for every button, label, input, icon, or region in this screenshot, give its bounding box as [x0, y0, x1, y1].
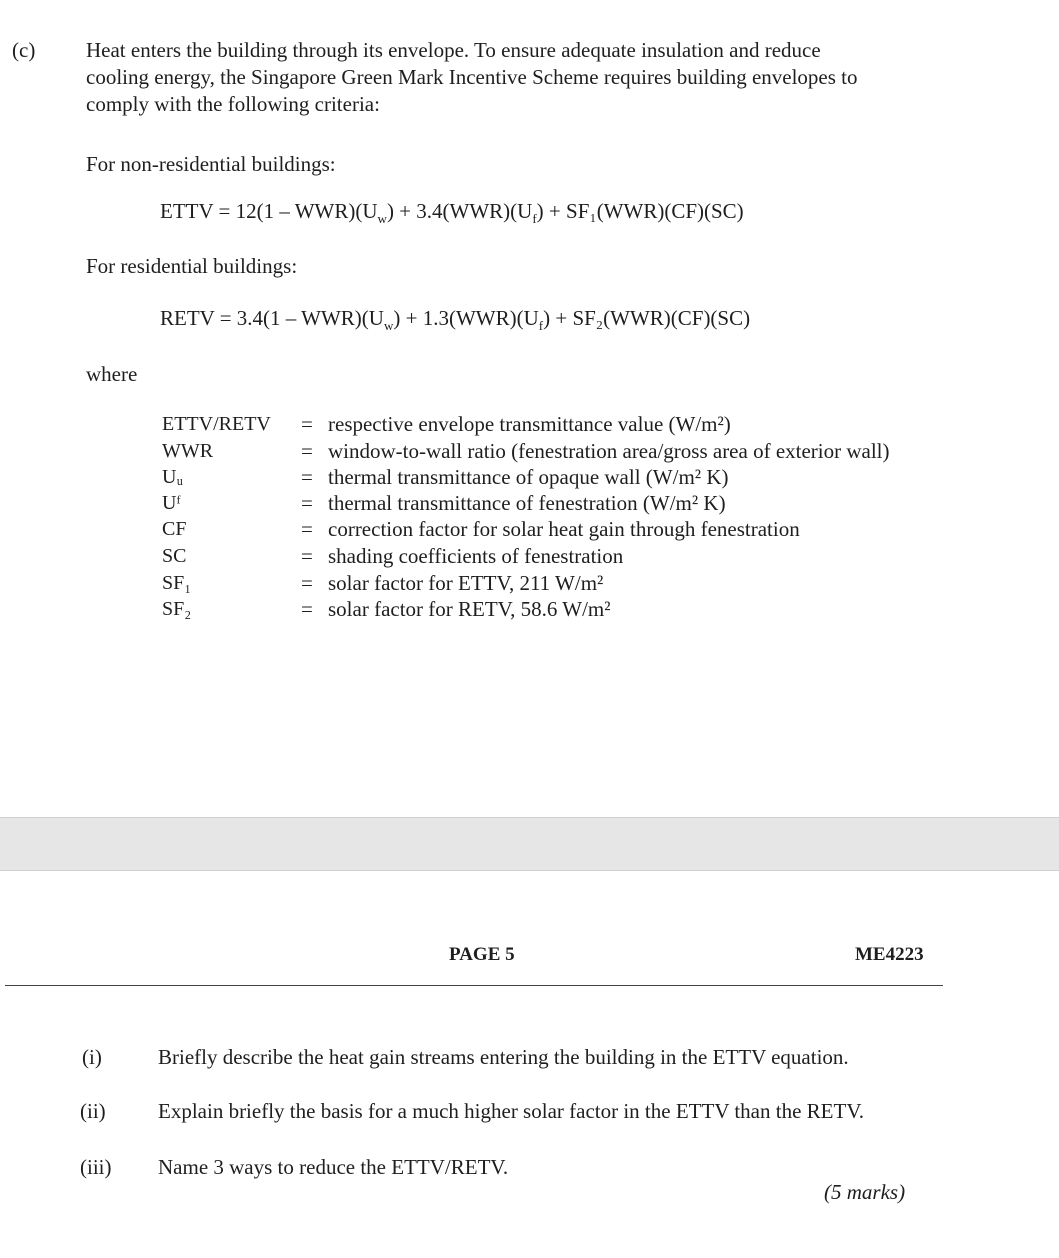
- def-equals: =: [301, 439, 313, 463]
- question-text: Name 3 ways to reduce the ETTV/RETV.: [158, 1155, 509, 1179]
- retv-equation: RETV = $3.4(1 - WWR)(U_w) + 1.3(WWR)(U_f) + SF_2(WWR)(CF)(SC)$: [160, 306, 751, 334]
- def-text: correction factor for solar heat gain through fenestration: [328, 517, 800, 541]
- def-term: ETTV/RETV: [162, 413, 271, 435]
- where-label: where: [86, 362, 138, 386]
- def-equals: =: [301, 465, 313, 489]
- def-equals: =: [301, 544, 313, 568]
- def-term: SF₁: [162, 572, 192, 594]
- intro-line-3: comply with the following criteria:: [86, 92, 380, 116]
- page-number: PAGE 5: [449, 944, 515, 965]
- question-label: (i): [82, 1045, 102, 1069]
- def-text: window-to-wall ratio (fenestration area/gross area of exterior wall): [328, 439, 890, 463]
- def-term: SC: [162, 545, 187, 567]
- question-label: (iii): [80, 1155, 112, 1179]
- def-term: Uᶠ: [162, 492, 181, 514]
- def-text: solar factor for RETV, 58.6 W/m²: [328, 597, 611, 621]
- def-text: respective envelope transmittance value (W/m²): [328, 412, 731, 436]
- def-equals: =: [301, 597, 313, 621]
- def-equals: =: [301, 491, 313, 515]
- def-text: thermal transmittance of opaque wall (W/m² K): [328, 465, 729, 489]
- def-text: solar factor for ETTV, 211 W/m²: [328, 571, 604, 595]
- def-equals: =: [301, 571, 313, 595]
- def-term: CF: [162, 518, 187, 540]
- def-term: Uᵤ: [162, 466, 183, 488]
- def-term: SF₂: [162, 598, 192, 620]
- course-code: ME4223: [855, 944, 924, 965]
- def-text: thermal transmittance of fenestration (W/m² K): [328, 491, 726, 515]
- question-text: Explain briefly the basis for a much higher solar factor in the ETTV than the RETV.: [158, 1099, 865, 1123]
- def-term: WWR: [162, 440, 214, 462]
- page-break-band: [0, 817, 1059, 871]
- footer-rule: [5, 985, 943, 986]
- def-text: shading coefficients of fenestration: [328, 544, 624, 568]
- def-equals: =: [301, 412, 313, 436]
- part-label: (c): [12, 38, 36, 62]
- intro-line-1: Heat enters the building through its envelope. To ensure adequate insulation and reduce: [86, 38, 821, 62]
- ettv-equation: ETTV = $12(1 - WWR)(U_w) + 3.4(WWR)(U_f) + SF_1(WWR)(CF)(SC)$: [160, 199, 744, 227]
- question-label: (ii): [80, 1099, 106, 1123]
- res-heading: For residential buildings:: [86, 254, 298, 278]
- nonres-heading: For non-residential buildings:: [86, 152, 336, 176]
- def-equals: =: [301, 517, 313, 541]
- intro-line-2: cooling energy, the Singapore Green Mark Incentive Scheme requires building envelopes to: [86, 65, 858, 89]
- marks-label: (5 marks): [824, 1180, 906, 1204]
- question-text: Briefly describe the heat gain streams entering the building in the ETTV equation.: [158, 1045, 849, 1069]
